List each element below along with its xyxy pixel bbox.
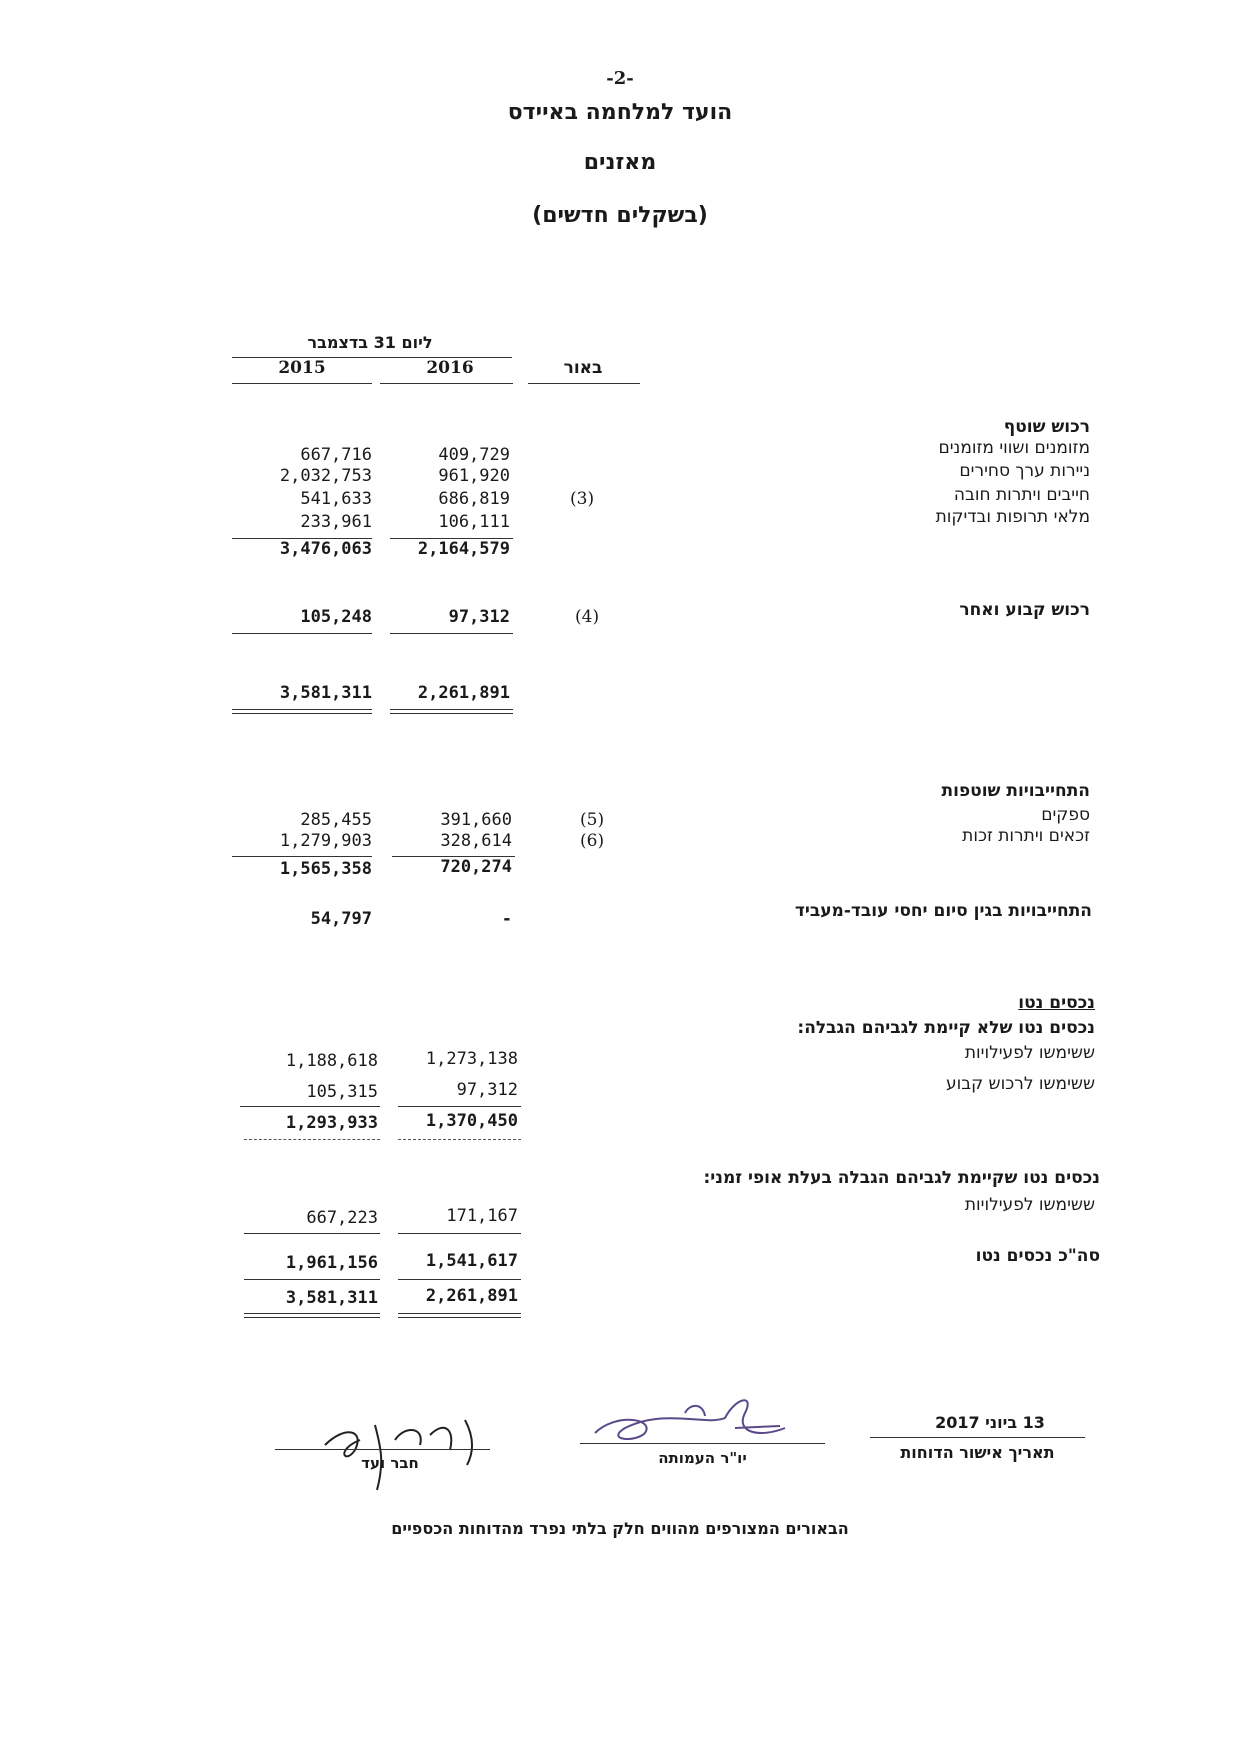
current-assets-total-2016: 2,164,579 bbox=[417, 539, 510, 559]
row-label-securities: ניירות ערך סחירים bbox=[959, 461, 1090, 481]
row-label-inventory: מלאי תרופות ובדיקות bbox=[935, 507, 1090, 527]
fixed-assets-label: רכוש קבוע ואחר bbox=[959, 600, 1090, 620]
row-receivables-2016: 686,819 bbox=[438, 489, 510, 509]
unrestricted-total-2016: 1,370,450 bbox=[425, 1111, 518, 1131]
current-liabilities-total-2016: 720,274 bbox=[440, 857, 512, 877]
unrestricted-dashed-line-2016 bbox=[398, 1139, 521, 1140]
row-securities-2016: 961,920 bbox=[438, 466, 510, 486]
row-payables-2016: 328,614 bbox=[440, 831, 512, 851]
total-assets-double-line-2016 bbox=[390, 709, 513, 714]
current-liabilities-heading: התחייבויות שוטפות bbox=[941, 781, 1090, 801]
fixed-assets-2015: 105,248 bbox=[300, 607, 372, 627]
member-label: חבר ועד bbox=[361, 1454, 419, 1472]
unrestricted-heading: נכסים נטו שלא קיימת לגביהם הגבלה: bbox=[797, 1018, 1095, 1038]
row-suppliers-note: (5) bbox=[580, 810, 605, 830]
row-inventory-2015: 233,961 bbox=[300, 512, 372, 532]
temp-restricted-activities-2016: 171,167 bbox=[446, 1206, 518, 1226]
net-assets-total-2015: 1,961,156 bbox=[285, 1253, 378, 1273]
severance-label: התחייבויות בגין סיום יחסי עובד-מעביד bbox=[794, 901, 1092, 921]
col-header-underline-2016 bbox=[380, 383, 513, 384]
col-header-underline-note bbox=[528, 383, 640, 384]
chair-label: יו"ר העמותה bbox=[658, 1449, 747, 1467]
col-header-note: באור bbox=[563, 358, 603, 378]
row-payables-2015: 1,279,903 bbox=[279, 831, 372, 851]
row-payables-note: (6) bbox=[580, 831, 605, 851]
net-assets-total-2016: 1,541,617 bbox=[425, 1251, 518, 1271]
row-cash-2015: 667,716 bbox=[300, 445, 372, 465]
grand-total-2015: 3,581,311 bbox=[285, 1288, 378, 1308]
current-liabilities-line-2015 bbox=[232, 856, 372, 857]
fixed-assets-line-2015 bbox=[232, 633, 372, 634]
current-assets-heading: רכוש שוטף bbox=[1003, 417, 1090, 437]
net-assets-total-line-2015 bbox=[244, 1279, 380, 1280]
fixed-assets-line-2016 bbox=[390, 633, 513, 634]
grand-total-double-line-2015 bbox=[244, 1313, 380, 1318]
col-header-2016: 2016 bbox=[426, 358, 474, 378]
net-assets-total-label: סה"כ נכסים נטו bbox=[975, 1246, 1100, 1266]
footer-note: הבאורים המצורפים מהווים חלק בלתי נפרד מהדוחות הכספיים bbox=[391, 1519, 849, 1538]
page-title: מאזנים bbox=[583, 150, 657, 175]
currency-note: (בשקלים חדשים) bbox=[532, 203, 708, 228]
unrestricted-fixed-2015: 105,315 bbox=[306, 1082, 378, 1102]
unrestricted-fixed-label: ששימשו לרכוש קבוע bbox=[945, 1074, 1095, 1094]
unrestricted-line-2016 bbox=[398, 1106, 521, 1107]
chair-signature-line bbox=[580, 1443, 825, 1444]
temp-restricted-activities-2015: 667,223 bbox=[306, 1208, 378, 1228]
fixed-assets-note: (4) bbox=[575, 607, 600, 627]
date-header: ליום 31 בדצמבר bbox=[307, 333, 433, 352]
page-number: -2- bbox=[606, 68, 634, 89]
current-assets-total-2015: 3,476,063 bbox=[279, 539, 372, 559]
approval-date: 13 ביוני 2017 bbox=[935, 1413, 1045, 1432]
organization-title: הועד למלחמה באיידס bbox=[507, 100, 733, 125]
total-assets-2015: 3,581,311 bbox=[279, 683, 372, 703]
row-label-receivables: חייבים ויתרות חובה bbox=[953, 485, 1090, 505]
severance-2015: 54,797 bbox=[310, 909, 372, 929]
member-signature bbox=[305, 1405, 495, 1495]
row-securities-2015: 2,032,753 bbox=[279, 466, 372, 486]
current-liabilities-total-2015: 1,565,358 bbox=[279, 859, 372, 879]
unrestricted-line-2015 bbox=[240, 1106, 380, 1107]
unrestricted-activities-label: ששימשו לפעילויות bbox=[964, 1043, 1095, 1063]
temp-restricted-line-2015 bbox=[244, 1233, 380, 1234]
total-assets-2016: 2,261,891 bbox=[417, 683, 510, 703]
severance-2016: - bbox=[501, 909, 512, 929]
row-label-payables: זכאים ויתרות זכות bbox=[962, 826, 1090, 846]
grand-total-2016: 2,261,891 bbox=[425, 1286, 518, 1306]
approval-date-label: תאריך אישור הדוחות bbox=[900, 1443, 1055, 1462]
temp-restricted-heading: נכסים נטו שקיימת לגביהם הגבלה בעלת אופי זמני: bbox=[703, 1168, 1100, 1188]
chair-signature bbox=[585, 1388, 795, 1458]
row-receivables-2015: 541,633 bbox=[300, 489, 372, 509]
row-cash-2016: 409,729 bbox=[438, 445, 510, 465]
unrestricted-total-2015: 1,293,933 bbox=[285, 1113, 378, 1133]
total-assets-double-line-2015 bbox=[232, 709, 372, 714]
unrestricted-activities-2016: 1,273,138 bbox=[425, 1049, 518, 1069]
grand-total-double-line-2016 bbox=[398, 1313, 521, 1318]
unrestricted-activities-2015: 1,188,618 bbox=[285, 1051, 378, 1071]
temp-restricted-activities-label: ששימשו לפעילויות bbox=[964, 1195, 1095, 1215]
col-header-2015: 2015 bbox=[278, 358, 326, 378]
temp-restricted-line-2016 bbox=[398, 1233, 521, 1234]
net-assets-heading: נכסים נטו bbox=[1018, 993, 1095, 1013]
member-signature-line bbox=[275, 1449, 490, 1450]
row-inventory-2016: 106,111 bbox=[438, 512, 510, 532]
row-label-cash: מזומנים ושווי מזומנים bbox=[938, 438, 1090, 458]
unrestricted-fixed-2016: 97,312 bbox=[456, 1080, 518, 1100]
row-label-suppliers: ספקים bbox=[1041, 805, 1090, 825]
col-header-underline-2015 bbox=[232, 383, 372, 384]
unrestricted-dashed-line-2015 bbox=[244, 1139, 380, 1140]
row-receivables-note: (3) bbox=[570, 489, 595, 509]
row-suppliers-2015: 285,455 bbox=[300, 810, 372, 830]
net-assets-total-line-2016 bbox=[398, 1279, 521, 1280]
approval-date-line bbox=[870, 1437, 1085, 1438]
row-suppliers-2016: 391,660 bbox=[440, 810, 512, 830]
fixed-assets-2016: 97,312 bbox=[448, 607, 510, 627]
